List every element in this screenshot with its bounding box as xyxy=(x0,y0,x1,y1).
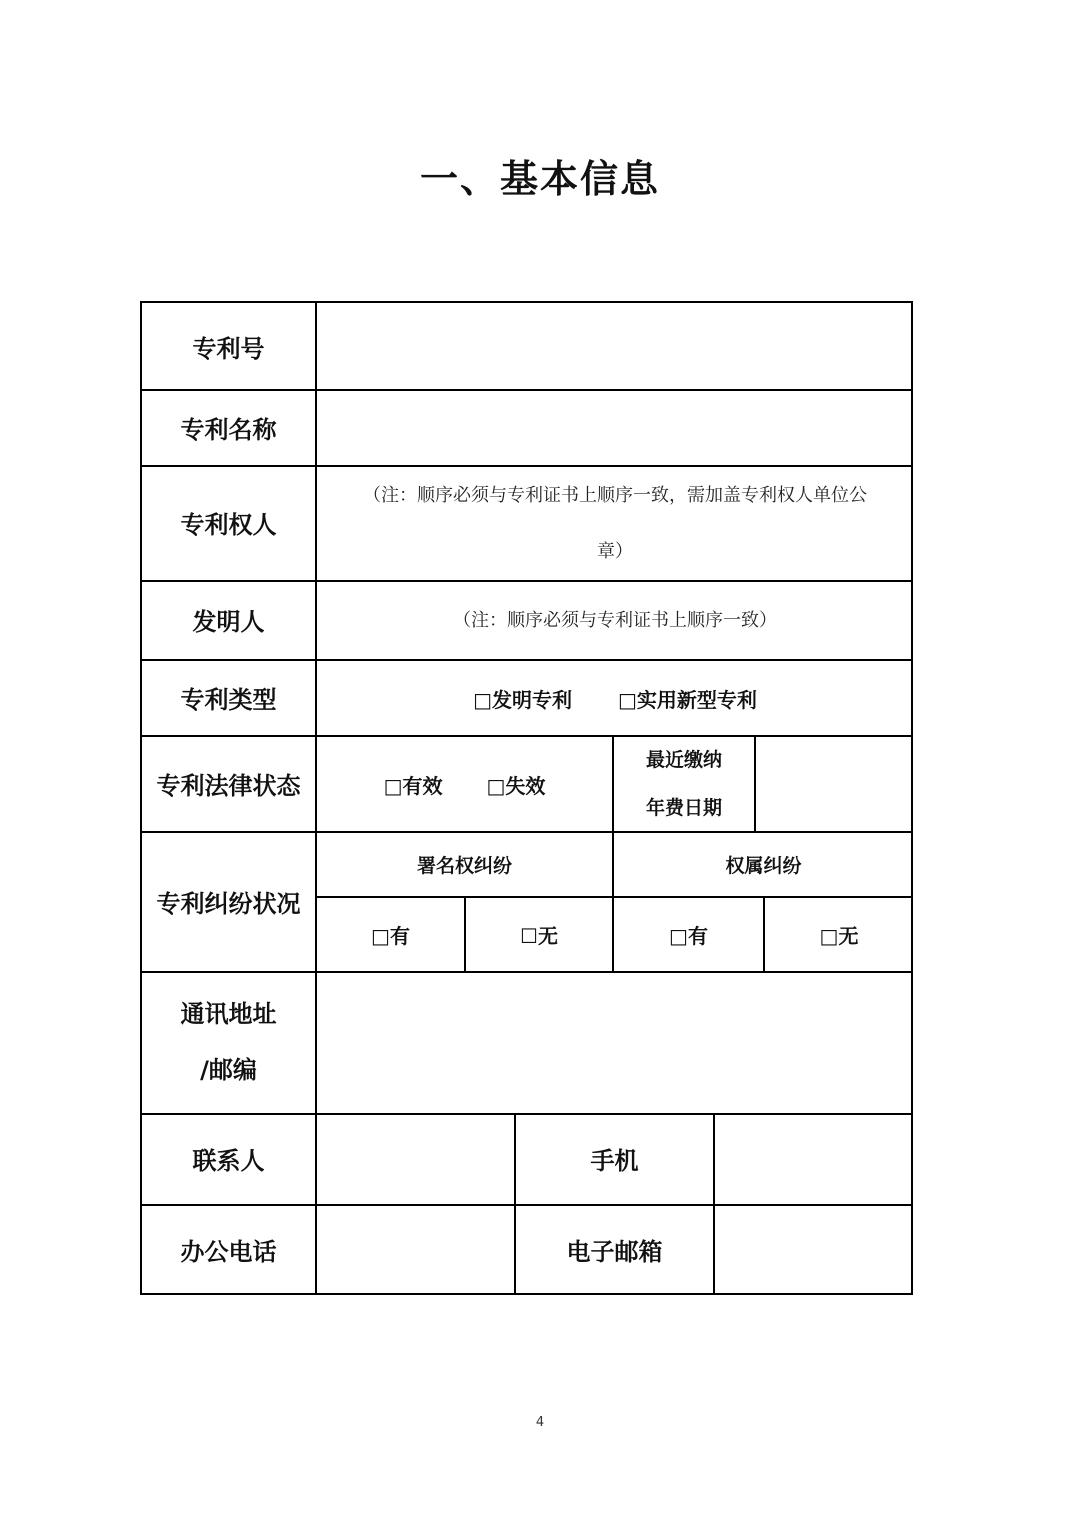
patent-number-field[interactable] xyxy=(317,303,913,389)
office-phone-label: 办公电话 xyxy=(180,1238,277,1266)
mobile-label: 手机 xyxy=(590,1147,639,1175)
patent-name-label: 专利名称 xyxy=(180,415,277,444)
last-fee-date-label xyxy=(614,737,754,831)
email-field[interactable] xyxy=(715,1206,913,1295)
page-number: 4 xyxy=(535,1415,545,1430)
inventor-note: （注：顺序必须与专利证书上顺序一致） xyxy=(453,609,777,631)
inventor-field[interactable] xyxy=(317,582,913,659)
address-label-line2: /邮编 xyxy=(200,1056,257,1084)
valid-checkbox[interactable]: □有效 xyxy=(383,773,443,798)
signature-dispute-no-checkbox[interactable]: ☐无 xyxy=(520,924,558,948)
utility-model-checkbox[interactable]: □实用新型专利 xyxy=(618,687,757,712)
office-phone-field[interactable] xyxy=(317,1206,514,1295)
address-field[interactable] xyxy=(317,973,913,1113)
email-label: 电子邮箱 xyxy=(566,1238,663,1266)
inventor-label: 发明人 xyxy=(192,608,265,636)
dispute-status-label: 专利纠纷状况 xyxy=(156,889,301,918)
invalid-checkbox[interactable]: □失效 xyxy=(486,773,546,798)
patent-type-options xyxy=(317,661,913,735)
patentee-note-line2: 章） xyxy=(597,540,633,562)
contact-field[interactable] xyxy=(317,1115,514,1204)
last-fee-date-label-line1: 最近缴纳 xyxy=(645,749,722,771)
ownership-dispute-no-checkbox[interactable]: □无 xyxy=(819,924,859,948)
ownership-dispute-yes-checkbox[interactable]: □有 xyxy=(669,924,708,948)
last-fee-date-field[interactable] xyxy=(756,737,913,831)
signature-dispute-header: 署名权纠纷 xyxy=(416,855,512,877)
patentee-label: 专利权人 xyxy=(180,511,277,539)
address-label-line1: 通讯地址 xyxy=(180,1000,277,1028)
signature-dispute-yes-checkbox[interactable]: □有 xyxy=(371,924,410,948)
patentee-note-line1: （注：顺序必须与专利证书上顺序一致，需加盖专利权人单位公 xyxy=(363,484,867,506)
address-label xyxy=(142,971,315,1113)
contact-label: 联系人 xyxy=(192,1147,265,1175)
patentee-field[interactable] xyxy=(317,467,913,580)
patent-type-label: 专利类型 xyxy=(180,685,277,714)
patent-number-label: 专利号 xyxy=(192,334,265,363)
legal-status-options xyxy=(317,737,612,831)
mobile-field[interactable] xyxy=(715,1115,913,1204)
invention-patent-checkbox[interactable]: □发明专利 xyxy=(473,687,572,712)
legal-status-label: 专利法律状态 xyxy=(156,771,301,800)
page-title: 一、基本信息 xyxy=(419,157,660,201)
ownership-dispute-header: 权属纠纷 xyxy=(725,855,802,877)
basic-info-form xyxy=(140,301,913,1295)
patent-name-field[interactable] xyxy=(317,391,913,465)
last-fee-date-label-line2: 年费日期 xyxy=(645,797,722,819)
